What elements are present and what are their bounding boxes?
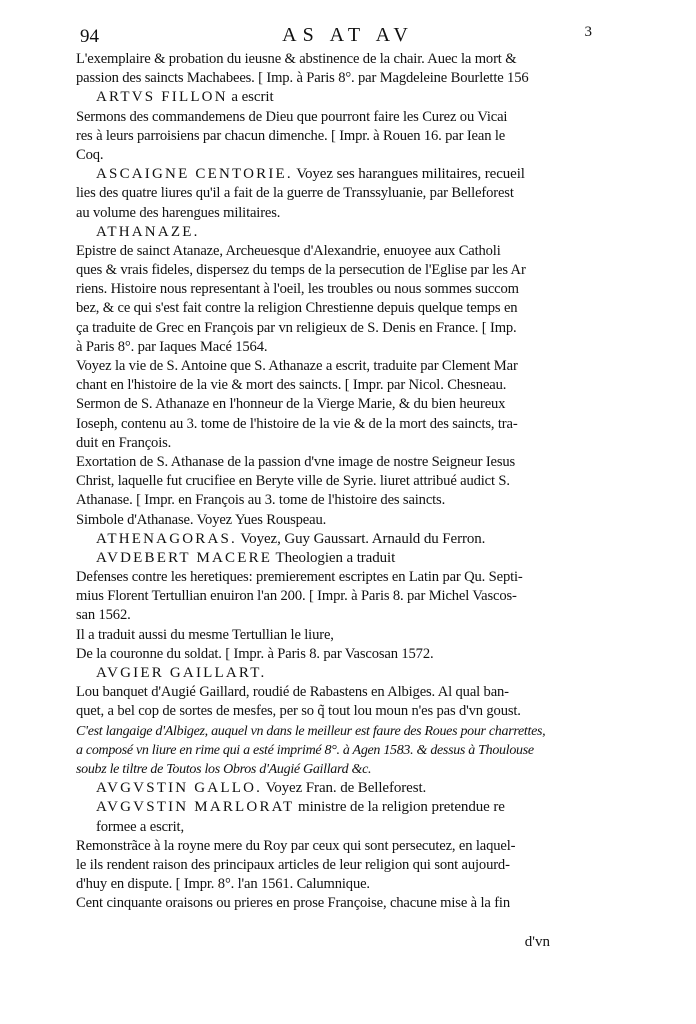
text-line	[76, 549, 602, 568]
text-line	[76, 530, 602, 549]
entry-text: a escrit	[227, 89, 274, 106]
text-line: Coq.	[76, 146, 104, 163]
text-line: au volume des harengues militaires.	[76, 204, 281, 221]
text-line	[76, 165, 602, 184]
text-line: Exortation de S. Athanase de la passion d'vne image de nostre Seigneur Iesus	[76, 453, 516, 470]
text-line: le ils rendent raison des principaux articles de leur religion qui sont aujourd-	[76, 856, 510, 873]
entry-text: ministre de la religion pretendue re	[294, 799, 505, 816]
text-line: duit en François.	[76, 434, 172, 451]
text-line	[76, 798, 602, 817]
text-line: Simbole d'Athanase. Voyez Yues Rouspeau.	[76, 511, 327, 528]
text-line	[76, 223, 602, 242]
entry-text: Voyez ses harangues militaires, recueil	[292, 166, 525, 183]
text-line: C'est langaige d'Albigez, auquel vn dans le meilleur est faure des Roues pour charrettes,	[76, 723, 546, 739]
entry-text: Theologien a traduit	[272, 549, 396, 566]
text-line: formee a escrit,	[96, 818, 184, 835]
entry-headword: ASCAIGNE CENTORIE.	[96, 166, 293, 183]
text-line: soubz le tiltre de Toutos los Obros d'Augié Gaillard &c.	[76, 761, 372, 777]
text-line: chant en l'histoire de la vie & mort des saincts. [ Impr. par Nicol. Chesneau.	[76, 377, 507, 394]
entry-headword: AVGVSTIN MARLORAT	[96, 799, 295, 816]
text-line: Ioseph, contenu au 3. tome de l'histoire de la vie & de la mort des saincts, tra-	[76, 415, 518, 432]
text-line: san 1562.	[76, 607, 131, 624]
running-head: AS AT AV	[282, 24, 414, 46]
entry-headword: AVDEBERT MACERE	[96, 549, 273, 566]
entry-headword: ARTVS FILLON	[96, 89, 228, 106]
text-line: Athanase. [ Impr. en François au 3. tome de l'histoire des saincts.	[76, 492, 446, 509]
text-line: riens. Histoire nous representant à l'oeil, les troubles ou nous sommes succom	[76, 281, 519, 298]
text-line: Lou banquet d'Augié Gaillard, roudié de Rabastens en Albiges. Al qual ban-	[76, 684, 509, 701]
text-line: Epistre de sainct Atanaze, Archeuesque d'Alexandrie, enuoyee aux Catholi	[76, 242, 501, 259]
entry-headword: AVGIER GAILLART.	[96, 665, 267, 681]
text-line: Sermons des commandemens de Dieu que pourront faire les Curez ou Vicai	[76, 108, 508, 125]
entry-text: Voyez, Guy Gaussart. Arnauld du Ferron.	[237, 530, 486, 547]
text-line: Cent cinquante oraisons ou prieres en prose Françoise, chacune mise à la fin	[76, 895, 510, 912]
text-line: res à leurs parroisiens par chacun dimenche. [ Impr. à Rouen 16. par Iean le	[76, 127, 506, 144]
text-line: Voyez la vie de S. Antoine que S. Athanaze a escrit, traduite par Clement Mar	[76, 358, 518, 374]
text-line: Christ, laquelle fut crucifiee en Beryte ville de Syrie. liuret attribué audict S.	[76, 473, 510, 490]
text-line: passion des saincts Machabees. [ Imp. à Paris 8°. par Magdeleine Bourlette 156	[76, 70, 529, 87]
text-line	[76, 664, 602, 683]
page-number: 94	[80, 26, 99, 47]
text-line	[76, 88, 602, 107]
text-line: Il a traduit aussi du mesme Tertullian le liure,	[76, 626, 334, 643]
text-line: Defenses contre les heretiques: premierement escriptes en Latin par Qu. Septi-	[76, 569, 523, 586]
text-line: à Paris 8°. par Iaques Macé 1564.	[76, 338, 268, 355]
text-line	[76, 779, 602, 798]
text-line: a composé vn liure en rime qui a esté imprimé 8°. à Agen 1583. & dessus à Thoulouse	[76, 742, 534, 758]
text-line: mius Florent Tertullian enuiron l'an 200. [ Impr. à Paris 8. par Michel Vascos-	[76, 588, 517, 605]
text-line: lies des quatre liures qu'il a fait de la guerre de Transsyluanie, par Belleforest	[76, 185, 514, 202]
text-line: De la couronne du soldat. [ Impr. à Paris 8. par Vascosan 1572.	[76, 645, 434, 662]
entry-headword: AVGVSTIN GALLO.	[96, 780, 263, 797]
entry-text: Voyez Fran. de Belleforest.	[262, 780, 427, 797]
text-line: Sermon de S. Athanaze en l'honneur de la Vierge Marie, & du bien heureux	[76, 396, 506, 413]
text-column	[76, 50, 602, 913]
entry-headword: ATHENAGORAS.	[96, 530, 237, 547]
text-line: bez, & ce qui s'est fait contre la religion Chrestienne depuis quelque temps en	[76, 300, 518, 317]
text-line: L'exemplaire & probation du ieusne & abstinence de la chair. Auec la mort &	[76, 51, 517, 67]
text-line: quet, a bel cop de sortes de mesfes, per so q̃ tout lou moun n'es pas d'vn goust.	[76, 703, 521, 720]
text-line: d'huy en dispute. [ Impr. 8°. l'an 1561. Calumnique.	[76, 876, 370, 893]
text-line: Remonstrãce à la royne mere du Roy par ceux qui sont persecutez, en laquel-	[76, 837, 516, 854]
entry-headword: ATHANAZE.	[96, 223, 200, 240]
text-line: ques & vrais fideles, dispersez du temps de la persecution de l'Eglise par les Ar	[76, 262, 526, 279]
catchword: d'vn	[524, 934, 550, 950]
text-line: ça traduite de Grec en François par vn religieux de S. Denis en France. [ Imp.	[76, 319, 517, 336]
corner-mark: 3	[584, 24, 592, 40]
